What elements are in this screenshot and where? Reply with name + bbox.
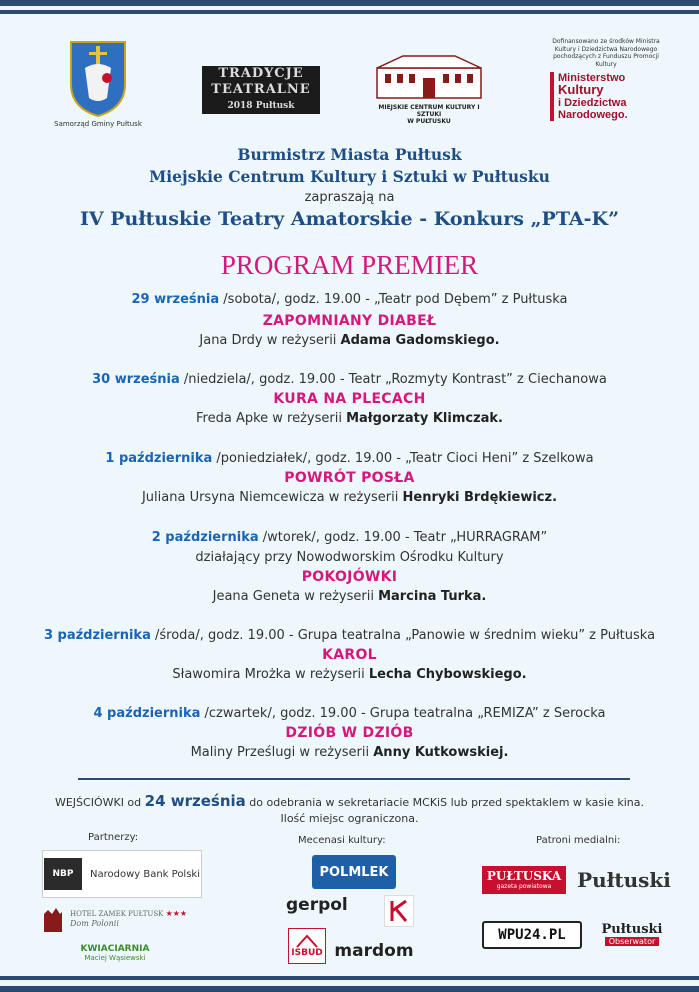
event-1-title: ZAPOMNIANY DIABEŁ [262,313,437,329]
kwiaciarnia-owner: Maciej Wąsiewski [84,954,146,962]
event-2-director: Małgorzaty Klimczak. [346,411,503,426]
event-6-director: Anny Kutkowskiej. [373,745,509,760]
event-6-author: Maliny Prześlugi w reżyserii [190,745,374,760]
hotel-name: HOTEL ZAMEK PUŁTUSK [70,910,164,918]
nbp-logo [42,850,202,898]
crest-caption: Samorząd Gminy Pułtusk [54,120,142,128]
nbp-name: Narodowy Bank Polski [89,868,200,880]
partners-label: Partnerzy: [88,832,139,843]
ministry-line2: Kultury [558,82,604,97]
tickets-lead: WEJŚCIÓWKI od [54,796,145,809]
nbp-mark: NBP [44,858,82,890]
event-6-date: 4 października [93,706,201,721]
event-1-author: Jana Drdy w reżyserii [199,333,341,348]
ministry-line4: Narodowego. [558,109,628,121]
event-3-date: 1 października [105,451,213,466]
gazeta-pultuski-logo: Pułtuski [577,868,671,892]
event-6-title: DZIÓB W DZIÓB [285,725,414,741]
event-4-title: POKOJÓWKI [301,569,398,585]
bottom-band-thin [0,976,699,980]
event-4-extra: działający przy Nowodworskim Ośrodku Kultury [195,550,504,565]
event-4-line [0,530,699,545]
invite-line: zapraszają na [304,190,395,205]
tradycje-line2: TEATRALNE [211,82,311,97]
patrons-label: Mecenasi kultury: [298,835,386,846]
event-3-line [0,451,699,466]
isbud-logo [288,928,326,964]
gerpol-logo: gerpol [286,895,348,915]
tygodnik-subtitle: gazeta powiatowa [496,883,552,890]
event-3-author: Juliana Ursyna Niemcewicza w reżyserii [141,490,403,505]
top-band-thin [0,10,699,14]
media-label: Patroni medialni: [536,835,621,846]
ministry-note: Dofinansowano ze środków Ministra Kultury i Dziedzictwa Narodowego pochodzących z Funduszu Promocji Kultury [552,38,660,68]
mckis-caption-2: W PUŁTUSKU [407,118,451,125]
tradycje-line3: 2018 Pułtusk [227,101,295,111]
event-2-title: KURA NA PLECACH [273,391,426,407]
event-5-title: KAROL [322,647,377,663]
event-2-line [0,372,699,387]
event-5-author: Sławomira Mrożka w reżyserii [172,667,369,682]
event-3-title: POWRÓT POSŁA [284,470,415,486]
event-2-date: 30 września [92,372,180,387]
obserwator-subtitle: Obserwator [605,937,660,946]
event-4-director: Marcina Turka. [378,589,487,604]
org-line-2: Miejskie Centrum Kultury i Sztuki w Pułtusku [149,167,550,186]
tickets-note: Ilość miejsc ograniczona. [280,812,419,825]
top-band [0,0,699,6]
event-4-info: /wtorek/, godz. 19.00 - Teatr „HURRAGRAM” [258,530,548,545]
k-logo [384,895,414,927]
building-icon [373,48,485,100]
k-mark-icon [388,899,410,923]
event-3-director: Henryki Brdękiewicz. [402,490,558,505]
wpu24-logo: WPU24.PL [482,921,582,949]
obserwator-name: Pułtuski [601,922,663,937]
tygodnik-logo [482,866,566,894]
bottom-band [0,986,699,992]
tickets-tail: do odebrania w sekretariacie MCKiS lub przed spektaklem w kasie kina. [245,796,645,809]
hotel-logo [42,900,202,938]
crest-icon [67,38,129,118]
obserwator-logo [596,918,668,950]
event-5-info: /środa/, godz. 19.00 - Grupa teatralna „Panowie w średnim wieku” z Pułtuska [150,628,656,643]
program-heading: PROGRAM PREMIER [220,250,479,280]
event-5-director: Lecha Chybowskiego. [368,667,527,682]
ministry-line1: Ministerstwo [558,72,626,84]
mckis-logo [370,48,488,125]
kwiaciarnia-name: KWIACIARNIA [80,944,150,954]
roof-icon [296,934,318,948]
tickets-line [0,792,699,810]
event-4-credit [0,589,699,604]
hotel-stars: ★★★ [165,909,188,918]
hotel-subtitle: Dom Polonii [70,919,119,928]
tradycje-line1: TRADYCJE [218,66,304,81]
divider [78,778,630,780]
castle-icon [42,904,64,934]
event-3-info: /poniedziałek/, godz. 19.00 - „Teatr Cioci Heni” z Szelkowa [212,451,594,466]
event-title: IV Pułtuskie Teatry Amatorskie - Konkurs „PTA-K” [80,208,619,230]
mckis-caption-1: MIEJSKIE CENTRUM KULTURY I SZTUKI [378,104,480,118]
event-5-line [0,628,699,643]
event-3-credit [0,490,699,505]
polmlek-logo: POLMLEK [312,855,396,889]
event-5-date: 3 października [43,628,151,643]
event-6-info: /czwartek/, godz. 19.00 - Grupa teatralna „REMIZA” z Serocka [200,706,606,721]
event-1-date: 29 września [131,292,220,307]
ministry-line3: i Dziedzictwa [558,97,627,109]
ministry-logo [546,38,666,121]
event-4-author: Jeana Geneta w reżyserii [212,589,379,604]
event-1-line [0,292,699,307]
event-1-director: Adama Gadomskiego. [340,333,500,348]
org-line-1: Burmistrz Miasta Pułtusk [237,145,462,164]
event-5-credit [0,667,699,682]
tygodnik-name: PUŁTUSKA [486,869,562,883]
event-2-info: /niedziela/, godz. 19.00 - Teatr „Rozmyty Kontrast” z Ciechanowa [179,372,607,387]
ministry-wordmark [550,72,666,121]
mardom-logo: mardom [334,941,414,961]
tradycje-logo [202,66,320,114]
event-1-credit [0,333,699,348]
event-1-info: /sobota/, godz. 19.00 - „Teatr pod Dębem” z Pułtuska [219,292,568,307]
event-6-credit [0,745,699,760]
event-6-line [0,706,699,721]
isbud-name: ISBUD [291,948,323,958]
event-2-author: Freda Apke w reżyserii [196,411,347,426]
event-2-credit [0,411,699,426]
event-4-date: 2 października [151,530,259,545]
kwiaciarnia-logo [60,940,170,966]
tickets-date: 24 września [144,792,246,810]
crest-logo [50,38,146,128]
